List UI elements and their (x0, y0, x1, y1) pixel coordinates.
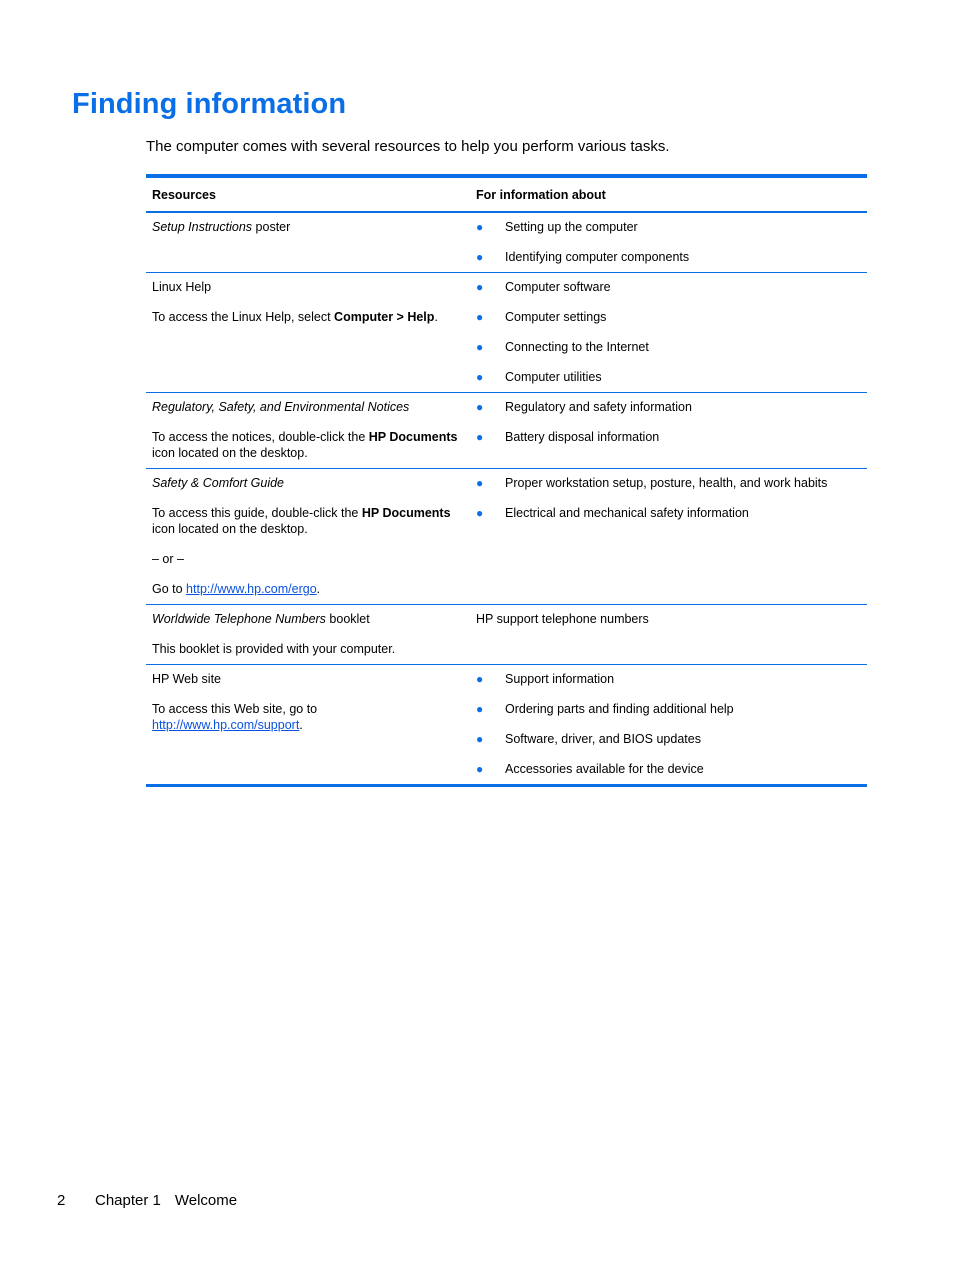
page-number: 2 (57, 1192, 66, 1209)
header-resources: Resources (146, 176, 470, 212)
list-item-text: Computer settings (505, 310, 607, 324)
list-item-text: Computer software (505, 280, 611, 294)
info-list (476, 399, 861, 445)
info-cell (470, 469, 867, 605)
page-title: Finding information (72, 88, 347, 120)
bullet-icon: ● (476, 370, 484, 384)
info-cell (470, 665, 867, 786)
header-info: For information about (470, 176, 867, 212)
list-item (476, 399, 861, 415)
info-cell (470, 605, 867, 665)
info-list (476, 671, 861, 777)
list-item-text: Ordering parts and finding additional help (505, 702, 734, 716)
access-post: . (299, 718, 303, 732)
table-row (146, 665, 867, 786)
access-post: icon located on the desktop. (152, 522, 308, 536)
access-post: icon located on the desktop. (152, 446, 308, 460)
resource-name (152, 475, 464, 491)
resource-access (152, 429, 464, 461)
access-pre: To access the Linux Help, select (152, 310, 335, 324)
list-item (476, 731, 861, 747)
table-row (146, 469, 867, 605)
list-item (476, 761, 861, 777)
resource-access (152, 505, 464, 537)
bullet-icon: ● (476, 672, 484, 686)
access-pre: To access this Web site, go to (152, 702, 318, 716)
hp-documents-label: HP Documents (361, 506, 451, 520)
bullet-icon: ● (476, 762, 484, 776)
list-item (476, 505, 861, 521)
list-item-text: Setting up the computer (505, 220, 638, 234)
table-row (146, 212, 867, 273)
bullet-icon: ● (476, 732, 484, 746)
table-row (146, 393, 867, 469)
resources-table (146, 174, 867, 787)
resource-name: HP Web site (152, 672, 222, 686)
list-item-text: Electrical and mechanical safety information (505, 506, 749, 520)
resource-name (152, 219, 464, 235)
list-item (476, 249, 861, 265)
list-item-text: Accessories available for the device (505, 762, 704, 776)
menu-path: Computer > Help (334, 310, 435, 324)
info-text: HP support telephone numbers (476, 612, 649, 626)
resource-name (152, 611, 464, 627)
resource-cell (146, 212, 470, 273)
ergo-link[interactable]: http://www.hp.com/ergo (186, 582, 317, 596)
bullet-icon: ● (476, 476, 484, 490)
resource-title: Setup Instructions (152, 220, 253, 234)
list-item-text: Battery disposal information (505, 430, 660, 444)
resource-access (152, 309, 464, 325)
or-separator: – or – (152, 552, 184, 566)
bullet-icon: ● (476, 400, 484, 414)
resource-name (152, 399, 464, 415)
bullet-icon: ● (476, 280, 484, 294)
resource-access: This booklet is provided with your computer. (152, 642, 396, 656)
access-pre: To access this guide, double-click the (152, 506, 362, 520)
list-item (476, 475, 861, 491)
list-item (476, 671, 861, 687)
resource-cell (146, 393, 470, 469)
access-pre: To access the notices, double-click the (152, 430, 369, 444)
list-item-text: Regulatory and safety information (505, 400, 692, 414)
list-item-text: Proper workstation setup, posture, health, and work habits (505, 476, 828, 490)
info-list (476, 475, 861, 521)
access-post: . (434, 310, 438, 324)
resource-link-line (152, 581, 464, 597)
list-item (476, 429, 861, 445)
resource-cell (146, 665, 470, 786)
table-row (146, 605, 867, 665)
resource-cell (146, 273, 470, 393)
resource-title: Safety & Comfort Guide (152, 476, 285, 490)
list-item (476, 369, 861, 385)
list-item (476, 309, 861, 325)
list-item-text: Identifying computer components (505, 250, 690, 264)
resource-title: Worldwide Telephone Numbers (152, 612, 326, 626)
bullet-icon: ● (476, 220, 484, 234)
hp-documents-label: HP Documents (368, 430, 458, 444)
list-item-text: Support information (505, 672, 615, 686)
bullet-icon: ● (476, 250, 484, 264)
info-cell (470, 273, 867, 393)
bullet-icon: ● (476, 340, 484, 354)
list-item (476, 339, 861, 355)
resource-name: Linux Help (152, 280, 212, 294)
resource-cell (146, 605, 470, 665)
table-row (146, 273, 867, 393)
intro-text: The computer comes with several resources to help you perform various tasks. (146, 138, 670, 155)
link-post: . (316, 582, 321, 596)
link-pre: Go to (152, 582, 187, 596)
info-cell (470, 212, 867, 273)
resource-title-tail: booklet (325, 612, 370, 626)
resource-access (152, 701, 464, 733)
chapter-title: Welcome (174, 1192, 238, 1209)
info-list (476, 279, 861, 385)
resource-cell (146, 469, 470, 605)
bullet-icon: ● (476, 310, 484, 324)
support-link[interactable]: http://www.hp.com/support (152, 718, 300, 732)
page-footer (57, 1192, 237, 1209)
list-item (476, 701, 861, 717)
resource-title-tail: poster (252, 220, 291, 234)
info-list (476, 219, 861, 265)
list-item-text: Computer utilities (505, 370, 602, 384)
bullet-icon: ● (476, 702, 484, 716)
list-item (476, 279, 861, 295)
info-cell (470, 393, 867, 469)
resource-title: Regulatory, Safety, and Environmental Notices (152, 400, 410, 414)
list-item (476, 219, 861, 235)
list-item-text: Connecting to the Internet (505, 340, 649, 354)
bullet-icon: ● (476, 506, 484, 520)
list-item-text: Software, driver, and BIOS updates (505, 732, 701, 746)
bullet-icon: ● (476, 430, 484, 444)
chapter-label: Chapter 1 (95, 1192, 161, 1209)
table-header-row (146, 176, 867, 212)
